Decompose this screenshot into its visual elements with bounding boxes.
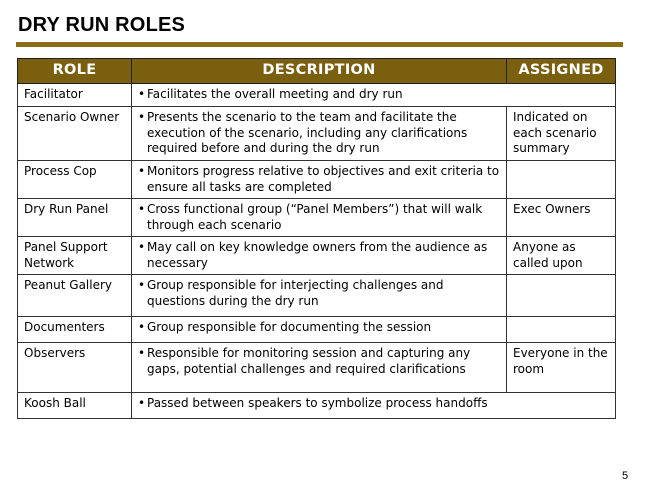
- table-row: [18, 161, 616, 199]
- description-text: May call on key knowledge owners from the audience as necessary: [147, 240, 488, 270]
- description-cell: [132, 199, 507, 237]
- table-row: [18, 237, 616, 275]
- description-text: Monitors progress relative to objectives and exit criteria to ensure all tasks are completed: [147, 164, 500, 194]
- description-text: Responsible for monitoring session and capturing any gaps, potential challenges and required clarifications: [147, 346, 471, 376]
- description-cell: [132, 317, 507, 343]
- table-row: [18, 199, 616, 237]
- role-cell: Scenario Owner: [18, 107, 132, 161]
- title-rule: [16, 42, 623, 47]
- page-title: DRY RUN ROLES: [18, 14, 186, 36]
- bullet-icon: •: [138, 278, 146, 292]
- table-row: [18, 343, 616, 393]
- role-cell: Observers: [18, 343, 132, 393]
- description-cell: [132, 343, 507, 393]
- role-cell: Koosh Ball: [18, 393, 132, 419]
- bullet-icon: •: [138, 202, 146, 216]
- assigned-cell: Exec Owners: [507, 199, 616, 237]
- bullet-icon: •: [138, 320, 146, 334]
- description-text: Passed between speakers to symbolize process handoffs: [147, 396, 488, 410]
- description-cell: [132, 275, 507, 317]
- header-description: DESCRIPTION: [132, 59, 507, 84]
- bullet-icon: •: [138, 396, 146, 410]
- bullet-icon: •: [138, 164, 146, 178]
- description-cell: [132, 107, 507, 161]
- table-row: [18, 107, 616, 161]
- role-cell: Documenters: [18, 317, 132, 343]
- role-cell: Dry Run Panel: [18, 199, 132, 237]
- description-cell: [132, 237, 507, 275]
- bullet-icon: •: [138, 87, 146, 101]
- description-text: Group responsible for interjecting challenges and questions during the dry run: [147, 278, 444, 308]
- table-row: [18, 317, 616, 343]
- description-text: Presents the scenario to the team and facilitate the execution of the scenario, including any clarifications required before and during the dry run: [147, 110, 468, 155]
- role-cell: Panel Support Network: [18, 237, 132, 275]
- description-cell: [132, 84, 616, 107]
- bullet-icon: •: [138, 110, 146, 124]
- assigned-cell: Indicated on each scenario summary: [507, 107, 616, 161]
- table-row: [18, 275, 616, 317]
- role-cell: Facilitator: [18, 84, 132, 107]
- role-cell: Process Cop: [18, 161, 132, 199]
- header-assigned: ASSIGNED: [507, 59, 616, 84]
- bullet-icon: •: [138, 346, 146, 360]
- description-text: Cross functional group (“Panel Members”) that will walk through each scenario: [147, 202, 483, 232]
- header-row: [18, 59, 616, 84]
- description-cell: [132, 161, 507, 199]
- assigned-cell: [507, 161, 616, 199]
- assigned-cell: [507, 275, 616, 317]
- assigned-cell: [507, 317, 616, 343]
- description-cell: [132, 393, 616, 419]
- assigned-cell: Anyone as called upon: [507, 237, 616, 275]
- assigned-cell: Everyone in the room: [507, 343, 616, 393]
- table-row: [18, 393, 616, 419]
- role-cell: Peanut Gallery: [18, 275, 132, 317]
- description-text: Group responsible for documenting the session: [147, 320, 432, 334]
- header-role: ROLE: [18, 59, 132, 84]
- description-text: Facilitates the overall meeting and dry run: [147, 87, 403, 101]
- page-number: 5: [622, 470, 629, 482]
- table-row: [18, 84, 616, 107]
- bullet-icon: •: [138, 240, 146, 254]
- roles-table: [17, 58, 616, 419]
